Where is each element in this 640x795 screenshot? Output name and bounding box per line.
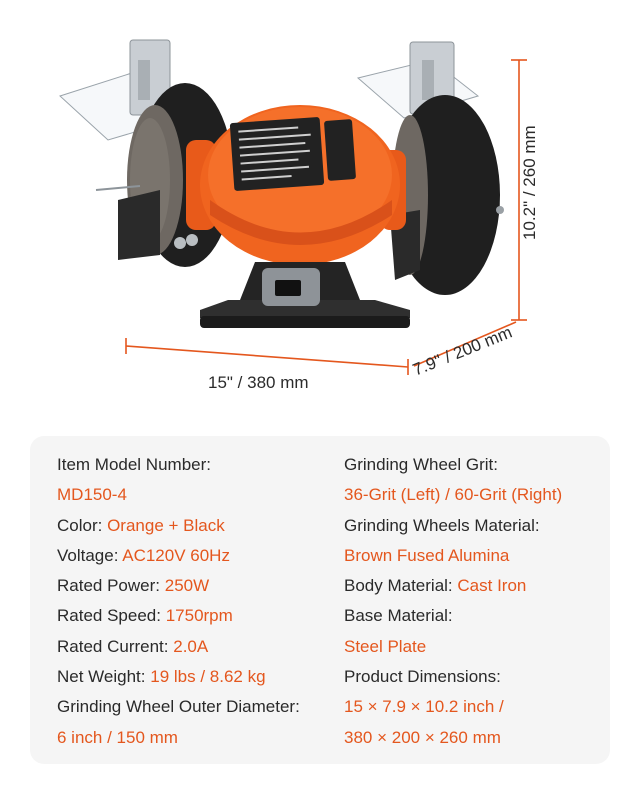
spec-row: [57, 571, 300, 601]
spec-row: [344, 480, 562, 510]
spec-row: [344, 450, 562, 480]
spec-label: Item Model Number:: [57, 455, 211, 474]
spec-row: [57, 662, 300, 692]
spec-label: Body Material:: [344, 576, 458, 596]
spec-value: 19 lbs / 8.62 kg: [150, 667, 266, 687]
spec-row: [344, 571, 562, 601]
spec-row: [57, 632, 300, 662]
spec-label: Base Material:: [344, 606, 453, 626]
spec-row: [57, 541, 300, 571]
spec-value: AC120V 60Hz: [122, 545, 230, 565]
spec-value: 36-Grit (Left) / 60-Grit (Right): [344, 485, 563, 505]
spec-value: MD150-4: [57, 485, 127, 505]
width-dimension-label: 15" / 380 mm: [208, 373, 309, 392]
spec-value: Steel Plate: [344, 636, 427, 656]
spec-column-right: [344, 450, 562, 753]
spec-value: Orange + Black: [107, 515, 225, 535]
spec-row: [344, 511, 562, 541]
spec-value: 2.0A: [173, 636, 209, 656]
spec-value: Cast Iron: [457, 576, 527, 596]
spec-row: [57, 692, 300, 722]
spec-label: Grinding Wheel Outer Diameter:: [57, 697, 300, 717]
spec-row: [57, 601, 300, 631]
spec-row: [57, 450, 300, 480]
spec-row: [57, 723, 300, 753]
spec-row: [344, 601, 562, 631]
right-wheel-guard: [390, 95, 504, 295]
spec-row: [344, 632, 562, 662]
spec-label: Grinding Wheels Material:: [344, 515, 540, 535]
spec-label: Rated Power:: [57, 576, 165, 596]
spec-value: 15 × 7.9 × 10.2 inch /: [344, 697, 504, 717]
spec-value: 250W: [164, 576, 210, 596]
spec-label: Product Dimensions:: [344, 667, 501, 687]
width-dimension-line: [126, 338, 408, 375]
spec-label: Net Weight:: [57, 667, 151, 687]
spec-label: Grinding Wheel Grit:: [344, 455, 498, 474]
grinder-base: [200, 262, 410, 328]
spec-row: [57, 480, 300, 510]
spec-label: Rated Speed:: [57, 606, 166, 626]
spec-value: 1750rpm: [165, 606, 233, 626]
spec-value: 380 × 200 × 260 mm: [344, 727, 501, 747]
spec-row: [344, 541, 562, 571]
spec-row: [57, 511, 300, 541]
spec-value: 6 inch / 150 mm: [57, 727, 178, 747]
spec-row: [344, 723, 562, 753]
spec-label: Color:: [57, 515, 108, 535]
spec-row: [344, 692, 562, 722]
spec-row: [344, 662, 562, 692]
spec-value: Brown Fused Alumina: [344, 545, 510, 565]
spec-card: [30, 436, 610, 764]
spec-label: Voltage:: [57, 545, 123, 565]
depth-dimension-label: 7.9" / 200 mm: [410, 322, 515, 380]
spec-column-left: [57, 450, 300, 753]
spec-label: Rated Current:: [57, 636, 174, 656]
height-dimension-label: 10.2" / 260 mm: [520, 125, 539, 240]
